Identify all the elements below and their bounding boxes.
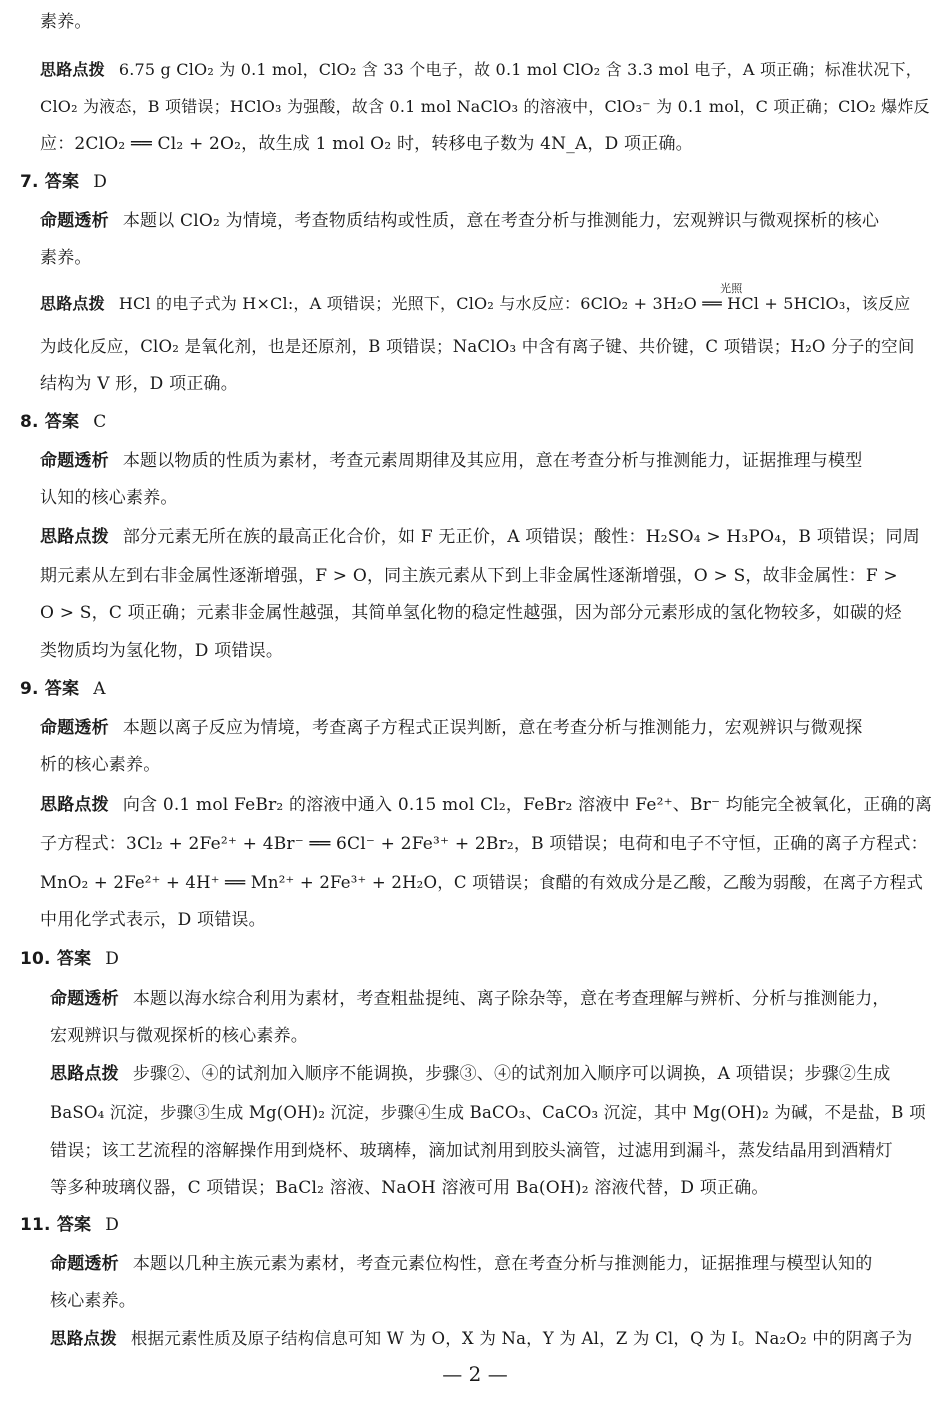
- answer-label: 11. 答案: [20, 1215, 92, 1235]
- answer-label: 7. 答案: [20, 172, 80, 192]
- analysis-line: [40, 60, 922, 80]
- section-label: 命题透析: [40, 451, 109, 471]
- answer-line: [20, 1215, 119, 1235]
- text-line: 结构为 V 形，D 项正确。: [40, 374, 238, 394]
- line-text: 部分元素无所在族的最高正化合价，如 F 无正价，A 项错误；酸性：H₂SO₄ > H₃PO₄，B 项错误；同周: [122, 527, 920, 547]
- text-line: O > S，C 项正确；元素非金属性越强，其简单氢化物的稳定性越强，因为部分元素形成的氢化物较多，如碳的烃: [40, 603, 902, 623]
- section-label: 命题透析: [40, 718, 109, 738]
- section-label: 思路点拨: [40, 60, 105, 79]
- text-line: 认知的核心素养。: [40, 488, 178, 508]
- text-line: 核心素养。: [50, 1291, 136, 1311]
- section-label: 命题透析: [50, 989, 119, 1009]
- line-text: 本题以几种主族元素为素材，考查元素位构性，意在考查分析与推测能力，证据推理与模型认知的: [132, 1254, 873, 1274]
- line-text: HCl 的电子式为 H×Cl:，A 项错误；光照下，ClO₂ 与水反应：6ClO₂ + 3H₂O ══ HCl + 5HClO₃，该反应: [118, 294, 911, 313]
- answer-value: D: [105, 1215, 120, 1235]
- line-text: 本题以物质的性质为素材，考查元素周期律及其应用，意在考查分析与推测能力，证据推理与模型: [122, 451, 863, 471]
- text-line: 等多种玻璃仪器，C 项错误；BaCl₂ 溶液、NaOH 溶液可用 Ba(OH)₂ 溶液代替，D 项正确。: [50, 1178, 769, 1198]
- answer-line: [20, 172, 107, 192]
- text-line: MnO₂ + 2Fe²⁺ + 4H⁺ ══ Mn²⁺ + 2Fe³⁺ + 2H₂O，C 项错误；食醋的有效成分是乙酸，乙酸为弱酸，在离子方程式: [40, 873, 924, 892]
- analysis-line: [40, 718, 862, 738]
- answer-label: 9. 答案: [20, 679, 80, 699]
- answer-label: 8. 答案: [20, 412, 80, 432]
- section-label: 命题透析: [50, 1254, 119, 1274]
- line-text: 6.75 g ClO₂ 为 0.1 mol，ClO₂ 含 33 个电子，故 0.1 mol ClO₂ 含 3.3 mol 电子，A 项正确；标准状况下，: [118, 60, 922, 79]
- line-text: 本题以离子反应为情境，考查离子方程式正误判断，意在考查分析与推测能力，宏观辨识与微观探: [122, 718, 863, 738]
- section-label: 思路点拨: [40, 294, 105, 313]
- line-text: 根据元素性质及原子结构信息可知 W 为 O，X 为 Na，Y 为 Al，Z 为 Cl，Q 为 I。Na₂O₂ 中的阴离子为: [130, 1329, 913, 1348]
- analysis-line: [50, 1254, 872, 1274]
- page-number: — 2 —: [442, 1362, 508, 1386]
- text-line: 期元素从左到右非金属性逐渐增强，F > O，同主族元素从下到上非金属性逐渐增强，O > S，故非金属性：F >: [40, 566, 898, 586]
- answer-value: A: [93, 679, 106, 699]
- analysis-line: [40, 294, 910, 314]
- section-label: 思路点拨: [50, 1329, 117, 1348]
- answer-label: 10. 答案: [20, 949, 92, 969]
- answer-value: D: [105, 949, 120, 969]
- text-line: BaSO₄ 沉淀，步骤③生成 Mg(OH)₂ 沉淀，步骤④生成 BaCO₃、CaCO₃ 沉淀，其中 Mg(OH)₂ 为碱，不是盐，B 项: [50, 1103, 926, 1122]
- text-line: 素养。: [40, 248, 92, 268]
- reaction-condition-label: 光照: [720, 282, 743, 295]
- text-line: 类物质均为氢化物，D 项错误。: [40, 641, 284, 661]
- text-line: 子方程式：3Cl₂ + 2Fe²⁺ + 4Br⁻ ══ 6Cl⁻ + 2Fe³⁺ + 2Br₂，B 项错误；电荷和电子不守恒，正确的离子方程式：: [40, 834, 928, 854]
- analysis-line: [50, 1329, 913, 1349]
- answer-line: [20, 412, 106, 432]
- analysis-line: [40, 211, 879, 231]
- section-label: 思路点拨: [40, 795, 109, 815]
- line-text: 向含 0.1 mol FeBr₂ 的溶液中通入 0.15 mol Cl₂，FeBr₂ 溶液中 Fe²⁺、Br⁻ 均能完全被氧化，正确的离: [122, 795, 933, 815]
- answer-line: [20, 949, 119, 969]
- line-text: 本题以 ClO₂ 为情境，考查物质结构或性质，意在考查分析与推测能力，宏观辨识与微观探析的核心: [122, 211, 880, 231]
- analysis-line: [40, 451, 862, 471]
- text-line: 素养。: [40, 12, 92, 32]
- text-line: ClO₂ 为液态，B 项错误；HClO₃ 为强酸，故含 0.1 mol NaClO₃ 的溶液中，ClO₃⁻ 为 0.1 mol，C 项正确；ClO₂ 爆炸反: [40, 97, 930, 116]
- section-label: 命题透析: [40, 211, 109, 231]
- line-text: 步骤②、④的试剂加入顺序不能调换，步骤③、④的试剂加入顺序可以调换，A 项错误；步骤②生成: [132, 1064, 891, 1084]
- analysis-line: [50, 989, 890, 1009]
- text-line: 错误；该工艺流程的溶解操作用到烧杯、玻璃棒，滴加试剂用到胶头滴管，过滤用到漏斗，蒸发结晶用到酒精灯: [50, 1141, 893, 1161]
- text-line: 析的核心素养。: [40, 755, 161, 775]
- text-line: 宏观辨识与微观探析的核心素养。: [50, 1026, 308, 1046]
- text-line: 中用化学式表示，D 项错误。: [40, 910, 266, 930]
- answer-line: [20, 679, 106, 699]
- analysis-line: [40, 527, 920, 547]
- analysis-line: [50, 1064, 891, 1084]
- section-label: 思路点拨: [40, 527, 109, 547]
- line-text: 本题以海水综合利用为素材，考查粗盐提纯、离子除杂等，意在考查理解与辨析、分析与推测能力，: [132, 989, 890, 1009]
- text-line: 应：2ClO₂ ══ Cl₂ + 2O₂，故生成 1 mol O₂ 时，转移电子数为 4N_A，D 项正确。: [40, 134, 693, 154]
- section-label: 思路点拨: [50, 1064, 119, 1084]
- analysis-line: [40, 795, 932, 815]
- answer-value: C: [93, 412, 107, 432]
- text-line: 为歧化反应，ClO₂ 是氧化剂，也是还原剂，B 项错误；NaClO₃ 中含有离子键、共价键，C 项错误；H₂O 分子的空间: [40, 337, 915, 356]
- answer-value: D: [93, 172, 108, 192]
